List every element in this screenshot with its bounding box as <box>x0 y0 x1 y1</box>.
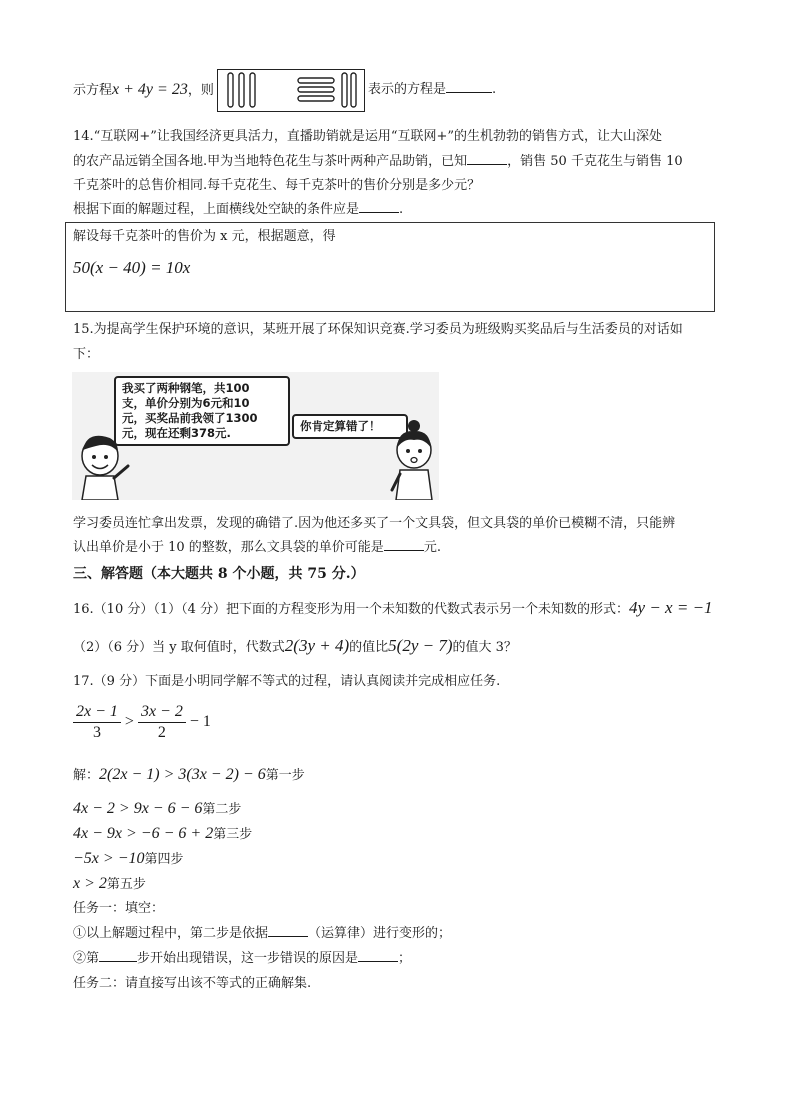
q16-line2 <box>73 636 517 658</box>
q17-step3-label: 第三步 <box>213 827 253 842</box>
q17-step1 <box>73 765 305 786</box>
q17-frac-right-den: 2 <box>157 724 166 741</box>
section3-heading: 三、解答题（本大题共 8 个小题，共 75 分.） <box>73 566 365 582</box>
q17-task1: 任务一：填空： <box>73 901 165 916</box>
q17-step2 <box>73 799 241 820</box>
q17-inequality <box>73 702 211 743</box>
q16-expr2: 5(2y − 7) <box>388 636 453 655</box>
q15-line2: 下： <box>73 347 100 362</box>
abacus-rods-icon <box>218 70 363 110</box>
q15-line3: 学习委员连忙拿出发票，发现的确错了.因为他还多买了一个文具袋，但文具袋的单价已模糊不清，只能辨 <box>73 516 676 531</box>
q16-line1-text: 16.（10 分）（1）（4 分）把下面的方程变形为用一个未知数的代数式表示另一个未知数的形式： <box>73 602 630 617</box>
bubble-left-line1: 我买了两种钢笔，共100 <box>122 381 250 395</box>
q17-step5-expr: x > 2 <box>73 875 107 892</box>
dialogue-illustration <box>72 372 439 500</box>
q17-law-blank[interactable] <box>268 924 308 937</box>
q13-suffix: 表示的方程是 <box>368 82 447 97</box>
q15-line1: 15.为提高学生保护环境的意识，某班开展了环保知识竞赛.学习委员为班级购买奖品后与生活委员的对话如 <box>73 322 683 337</box>
q17-item1 <box>73 924 451 944</box>
q17-item2b: 步开始出现错误，这一步错误的原因是 <box>137 951 359 966</box>
q13-mid: ，则 <box>187 83 214 98</box>
q15-line4a: 认出单价是小于 10 的整数，那么文具袋的单价可能是 <box>73 540 384 555</box>
boy-student-icon <box>74 432 134 500</box>
bubble-left-line2: 支，单价分别为6元和10 <box>122 396 250 410</box>
q15-price-blank[interactable] <box>384 538 424 551</box>
q17-line1: 17.（9 分）下面是小明同学解不等式的过程，请认真阅读并完成相应任务. <box>73 674 501 689</box>
speech-bubble-right: 你肯定算错了！ <box>292 414 408 439</box>
q16-eq1: 4y − x = −1 <box>629 598 713 617</box>
q14-line2 <box>73 152 683 172</box>
q13-suffix-line <box>368 80 496 100</box>
q17-step5 <box>73 874 146 895</box>
speech-bubble-left <box>114 376 290 446</box>
q14-line2a: 的农产品远销全国各地.甲为当地特色花生与茶叶两种产品助销，已知 <box>73 154 468 169</box>
q13-answer-blank[interactable] <box>446 80 492 93</box>
q16-line1 <box>73 598 713 620</box>
q16-line2a: （2）（6 分）当 y 取何值时，代数式 <box>73 640 285 655</box>
q17-step4 <box>73 849 184 870</box>
q17-item2c: ； <box>398 951 412 966</box>
q17-step-blank[interactable] <box>99 949 137 962</box>
q14-line4 <box>73 200 403 220</box>
q17-item1b: （运算律）进行变形的； <box>308 926 452 941</box>
q17-frac-left <box>73 702 121 743</box>
q17-step4-expr: −5x > −10 <box>73 850 145 867</box>
girl-student-icon <box>390 418 438 500</box>
q14-line4-end: . <box>399 202 404 217</box>
q14-line4-blank[interactable] <box>359 200 399 213</box>
q13-equation: x + 4y = 23 <box>112 81 188 98</box>
q17-frac-right-num: 3x − 2 <box>138 702 186 723</box>
q14-box-line1: 解设每千克茶叶的售价为 x 元，根据题意，得 <box>73 229 336 244</box>
q14-line1: 14.“互联网+”让我国经济更具活力，直播助销就是运用“互联网+”的生机勃勃的销售方式，让大山深处 <box>73 129 663 144</box>
q17-item2 <box>73 949 411 969</box>
q17-item1a: ①以上解题过程中，第二步是依据 <box>73 926 269 941</box>
q14-line2b: ，销售 50 千克花生与销售 10 <box>507 154 683 169</box>
q17-solve-label: 解： <box>73 768 100 783</box>
q17-step2-label: 第二步 <box>202 802 242 817</box>
q17-step5-label: 第五步 <box>106 877 146 892</box>
q17-step3-expr: 4x − 9x > −6 − 6 + 2 <box>73 825 214 842</box>
q14-line4-text: 根据下面的解题过程，上面横线处空缺的条件应是 <box>73 202 360 217</box>
q14-condition-blank[interactable] <box>467 152 507 165</box>
q17-step3 <box>73 824 252 845</box>
q17-step1-label: 第一步 <box>265 768 305 783</box>
q15-line4 <box>73 538 441 558</box>
q17-step2-expr: 4x − 2 > 9x − 6 − 6 <box>73 800 203 817</box>
q14-line3: 千克茶叶的总售价相同.每千克花生、每千克茶叶的售价分别是多少元？ <box>73 178 481 193</box>
q13-prefix: 示方程 <box>73 83 113 98</box>
q17-step4-label: 第四步 <box>144 852 184 867</box>
q17-ineq-tail: − 1 <box>189 713 211 731</box>
q15-line4b: 元. <box>423 540 441 555</box>
q17-reason-blank[interactable] <box>358 949 398 962</box>
bubble-left-line4: 元，现在还剩378元. <box>122 426 231 440</box>
q17-item2a: ②第 <box>73 951 100 966</box>
q16-line2b: 的值比 <box>349 640 389 655</box>
q13-end: . <box>492 82 497 97</box>
q17-ineq-sign: > <box>124 713 134 731</box>
q17-step1-expr: 2(2x − 1) > 3(3x − 2) − 6 <box>99 766 266 783</box>
q14-box-equation: 50(x − 40) = 10x <box>73 258 191 277</box>
bubble-left-line3: 元，买奖品前我领了1300 <box>122 411 258 425</box>
q17-frac-left-num: 2x − 1 <box>73 702 121 723</box>
q17-frac-right <box>138 702 186 743</box>
abacus-figure <box>217 69 365 112</box>
q17-frac-left-den: 3 <box>92 724 101 741</box>
q17-task2: 任务二：请直接写出该不等式的正确解集. <box>73 976 312 991</box>
q16-expr1: 2(3y + 4) <box>284 636 350 655</box>
q13-tail-line <box>73 80 214 101</box>
q16-line2c: 的值大 3？ <box>452 640 517 655</box>
